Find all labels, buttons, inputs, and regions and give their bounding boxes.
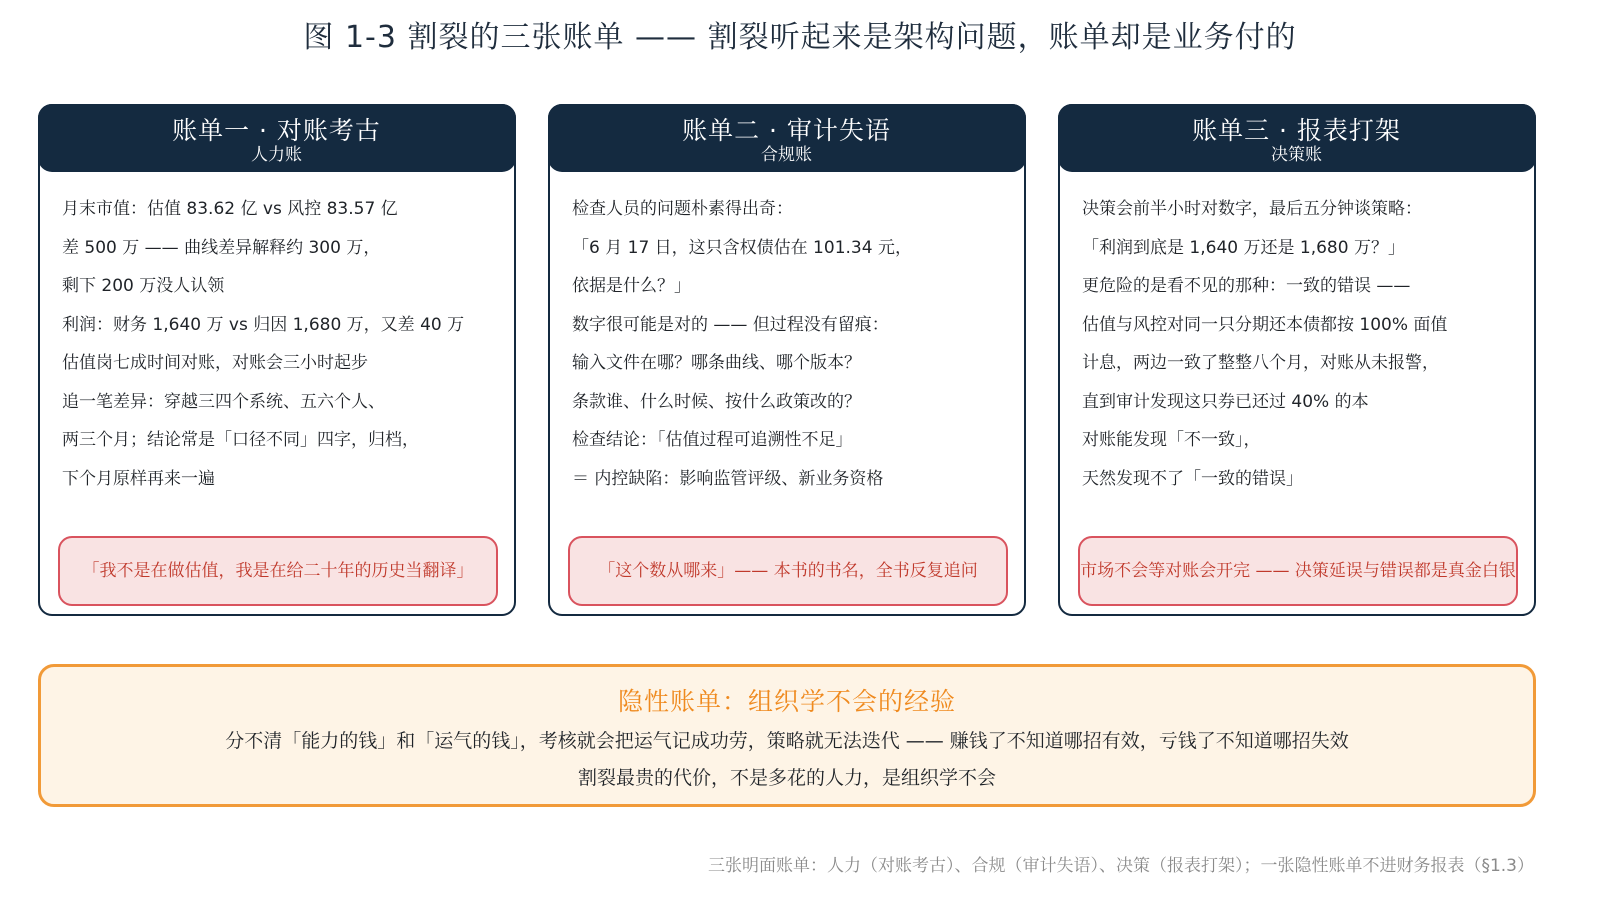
card-line: 更危险的是看不见的那种：一致的错误 —— xyxy=(1082,276,1411,296)
card-quote: 市场不会等对账会开完 —— 决策延误与错误都是真金白银 xyxy=(1078,536,1518,606)
bill-card-2 xyxy=(548,104,1026,616)
card-line: 估值与风控对同一只分期还本债都按 100% 面值 xyxy=(1082,314,1448,335)
card-header xyxy=(548,104,1026,172)
card-header xyxy=(38,104,516,172)
card-line: 下个月原样再来一遍 xyxy=(62,468,215,489)
hidden-bill-title: 隐性账单：组织学不会的经验 xyxy=(617,687,956,716)
figure-title: 图 1-3 割裂的三张账单 —— 割裂听起来是架构问题，账单却是业务付的 xyxy=(303,20,1297,55)
card-title: 账单一 · 对账考古 xyxy=(172,115,381,145)
footnote: 三张明面账单：人力（对账考古）、合规（审计失语）、决策（报表打架）；一张隐性账单不进财务报表（§1.3） xyxy=(707,856,1534,876)
card-line: 检查结论：「估值过程可追溯性不足」 xyxy=(572,430,853,450)
card-lines xyxy=(572,190,1012,498)
card-line: 追一笔差异：穿越三四个系统、五六个人、 xyxy=(62,391,385,412)
card-line: 计息，两边一致了整整八个月，对账从未报警， xyxy=(1082,353,1439,373)
card-lines xyxy=(1082,190,1522,498)
card-line: 剩下 200 万没人认领 xyxy=(62,276,225,296)
card-line: 直到审计发现这只券已还过 40% 的本 xyxy=(1082,391,1369,412)
card-line: 「利润到底是 1,640 万还是 1,680 万？」 xyxy=(1082,237,1405,258)
hidden-bill-line: 割裂最贵的代价，不是多花的人力，是组织学不会 xyxy=(577,767,996,789)
card-line: 「6 月 17 日，这只含权债估在 101.34 元， xyxy=(572,237,912,258)
hidden-bill-line: 分不清「能力的钱」和「运气的钱」，考核就会把运气记成功劳，策略就无法迭代 —— 赚钱了不知道哪招有效，亏钱了不知道哪招失效 xyxy=(225,730,1349,752)
card-subtitle: 人力账 xyxy=(251,144,302,165)
card-line: 月末市值：估值 83.62 亿 vs 风控 83.57 亿 xyxy=(62,199,398,219)
card-line: 条款谁、什么时候、按什么政策改的？ xyxy=(572,391,861,412)
bill-card-3 xyxy=(1058,104,1536,616)
card-lines xyxy=(62,190,502,498)
card-quote: 「这个数从哪来」—— 本书的书名，全书反复追问 xyxy=(568,536,1008,606)
card-line: 依据是什么？」 xyxy=(572,276,691,296)
card-line: 两三个月；结论常是「口径不同」四字，归档， xyxy=(62,430,419,450)
bill-card-1 xyxy=(38,104,516,616)
card-subtitle: 决策账 xyxy=(1271,144,1322,165)
card-subtitle: 合规账 xyxy=(761,144,812,165)
card-title: 账单二 · 审计失语 xyxy=(682,115,891,145)
card-header xyxy=(1058,104,1536,172)
card-quote: 「我不是在做估值，我是在给二十年的历史当翻译」 xyxy=(58,536,498,606)
card-line: 决策会前半小时对数字，最后五分钟谈策略： xyxy=(1082,199,1422,219)
card-title: 账单三 · 报表打架 xyxy=(1192,115,1401,145)
card-line: 数字很可能是对的 —— 但过程没有留痕： xyxy=(572,314,889,335)
card-line: 天然发现不了「一致的错误」 xyxy=(1082,468,1303,489)
card-line: 检查人员的问题朴素得出奇： xyxy=(572,199,793,219)
card-line: ＝ 内控缺陷：影响监管评级、新业务资格 xyxy=(572,468,884,489)
card-line: 利润：财务 1,640 万 vs 归因 1,680 万，又差 40 万 xyxy=(62,314,465,335)
hidden-bill-box xyxy=(38,664,1536,807)
card-line: 对账能发现「不一致」， xyxy=(1082,430,1261,450)
card-line: 输入文件在哪？哪条曲线、哪个版本？ xyxy=(572,353,861,373)
card-line: 差 500 万 —— 曲线差异解释约 300 万， xyxy=(62,237,381,258)
card-line: 估值岗七成时间对账，对账会三小时起步 xyxy=(62,353,368,373)
